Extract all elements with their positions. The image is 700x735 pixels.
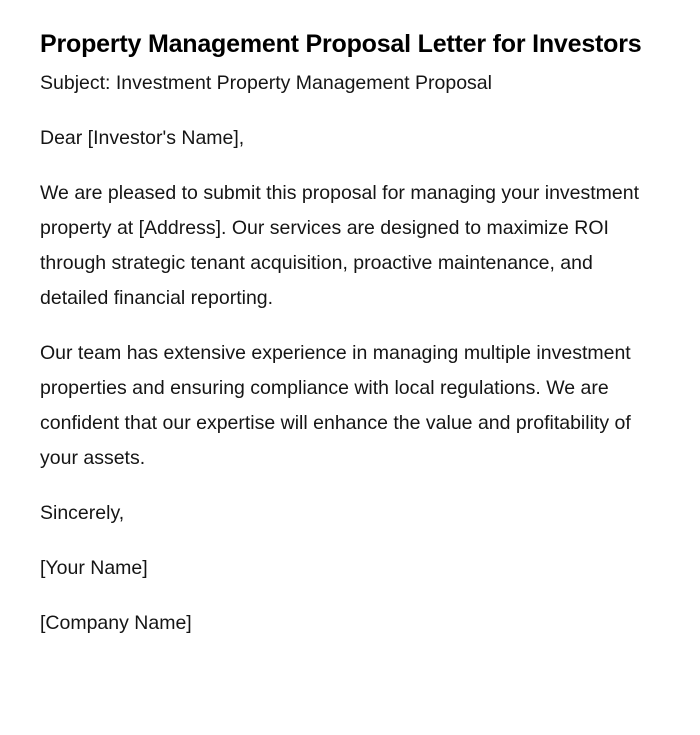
letter-title: Property Management Proposal Letter for Investors [40, 30, 642, 58]
signature-company: [Company Name] [40, 612, 192, 634]
subject-line: Subject: Investment Property Management Proposal [40, 72, 492, 94]
salutation: Dear [Investor's Name], [40, 127, 245, 149]
body-paragraph-2: Our team has extensive experience in managing multiple investment properties and ensuring compliance with local regulations. We are confident that our expertise will enhance the value and profitability of your assets. [40, 342, 631, 469]
signature-name: [Your Name] [40, 557, 148, 579]
closing: Sincerely, [40, 502, 125, 524]
body-paragraph-1: We are pleased to submit this proposal for managing your investment property at [Address]. Our services are designed to maximize ROI through strategic tenant acquisition, proactive maintenance, and detailed financial reporting. [40, 182, 640, 309]
